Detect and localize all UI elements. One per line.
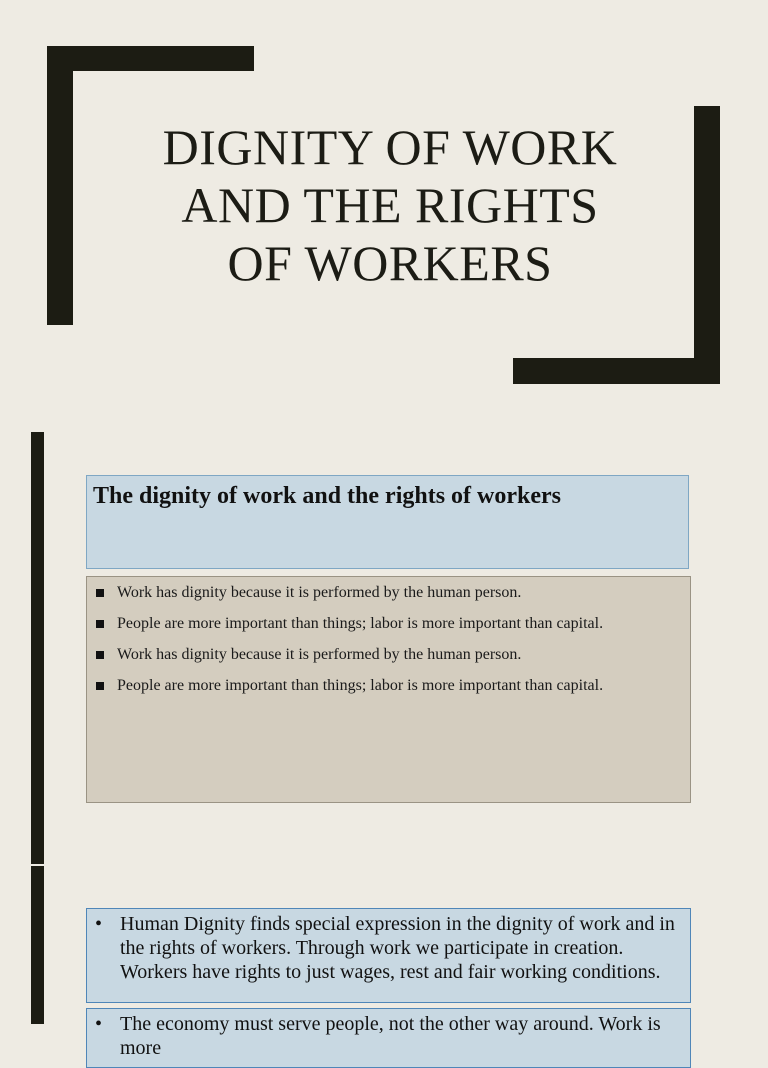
square-bullet-icon: [96, 682, 104, 690]
bullet-item: [93, 644, 678, 665]
bottom-right-bracket-horizontal: [513, 358, 720, 384]
square-bullet-icon: [96, 651, 104, 659]
title-line-2: AND THE RIGHTS: [181, 177, 599, 233]
slide-heading: The dignity of work and the rights of workers: [93, 483, 562, 509]
content-slide: [0, 432, 768, 864]
paragraph: [87, 1009, 690, 1060]
round-bullet-icon: •: [95, 913, 103, 935]
paragraph-box: [86, 1008, 691, 1068]
bullet-item: [93, 582, 678, 603]
paragraph: [87, 909, 690, 984]
bullet-item: [93, 675, 678, 696]
left-accent-bar: [31, 866, 44, 1024]
bullet-text: People are more important than things; labor is more important than capital.: [117, 677, 604, 694]
heading-box: [86, 475, 689, 569]
partial-slide: [0, 864, 768, 1059]
title-line-1: DIGNITY OF WORK: [162, 119, 618, 175]
left-accent-bar: [31, 432, 44, 864]
paragraph-box: [86, 908, 691, 1003]
slide-title: [110, 118, 670, 292]
bullet-text: People are more important than things; labor is more important than capital.: [117, 615, 604, 632]
square-bullet-icon: [96, 620, 104, 628]
square-bullet-icon: [96, 589, 104, 597]
title-line-3: OF WORKERS: [227, 235, 553, 291]
bullet-text: Work has dignity because it is performed by the human person.: [117, 584, 522, 601]
title-slide: [0, 0, 768, 432]
round-bullet-icon: •: [95, 1013, 103, 1035]
bullet-text: Work has dignity because it is performed by the human person.: [117, 646, 522, 663]
top-left-bracket-vertical: [47, 46, 73, 325]
bottom-right-bracket-vertical: [694, 106, 720, 384]
bullet-item: [93, 613, 678, 634]
paragraph-text: Human Dignity finds special expression in the dignity of work and in the rights of workers. Through work we participate in creation. Workers have rights to just wages, rest and fair working conditions.: [120, 913, 675, 983]
bullets-box: [86, 576, 691, 803]
top-left-bracket-horizontal: [47, 46, 254, 71]
bullet-list: [93, 582, 678, 696]
paragraph-text: The economy must serve people, not the other way around. Work is more: [120, 1013, 661, 1059]
